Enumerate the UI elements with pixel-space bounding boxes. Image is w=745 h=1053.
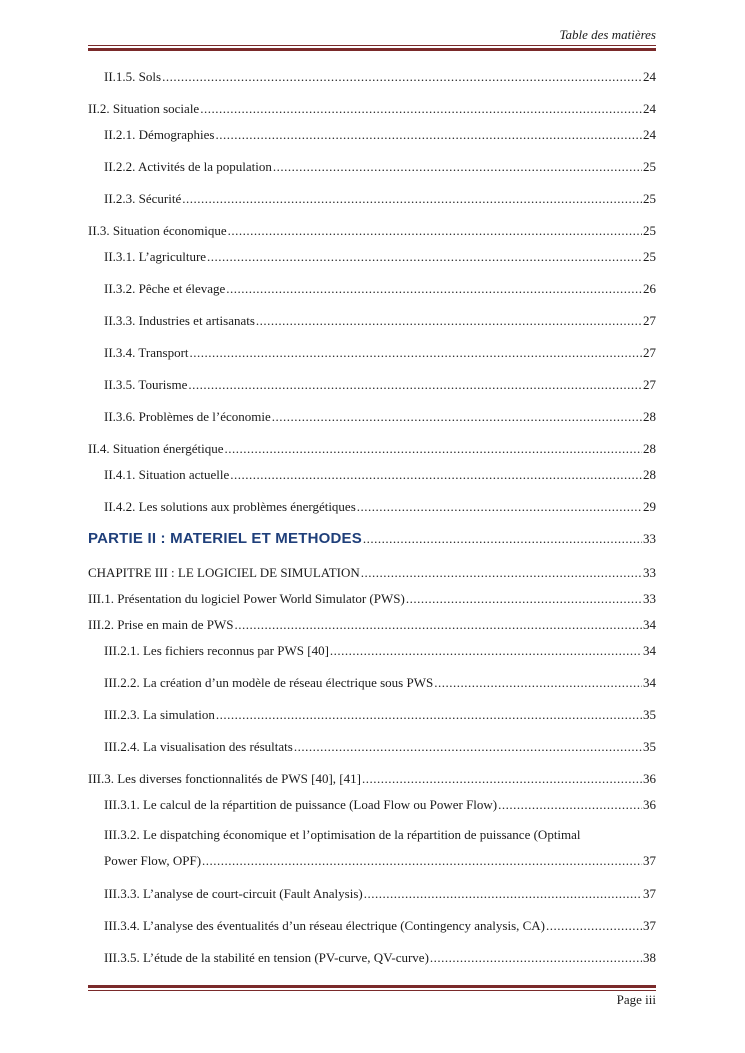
dot-leader bbox=[434, 675, 642, 691]
toc-entry[interactable] bbox=[104, 191, 656, 207]
toc-entry-page: 28 bbox=[643, 441, 656, 456]
toc-entry-label: II.2. Situation sociale bbox=[88, 101, 200, 116]
toc-entry-label: II.1.5. Sols bbox=[104, 69, 162, 84]
dot-leader bbox=[215, 127, 642, 143]
dot-leader bbox=[272, 409, 642, 425]
toc-entry-label: CHAPITRE III : LE LOGICIEL DE SIMULATION bbox=[88, 565, 360, 580]
toc-entry-page: 34 bbox=[643, 675, 656, 690]
toc-entry-page: 33 bbox=[643, 591, 656, 606]
toc-entry-page: 24 bbox=[643, 69, 656, 84]
toc-entry-label: III.2.4. La visualisation des résultats bbox=[104, 739, 293, 754]
toc-entry-label: II.3.1. L’agriculture bbox=[104, 249, 207, 264]
toc-entry-page: 33 bbox=[643, 531, 656, 546]
toc-entry[interactable] bbox=[104, 499, 656, 515]
dot-leader bbox=[190, 345, 642, 361]
toc-entry-page: 25 bbox=[643, 191, 656, 206]
toc-entry[interactable] bbox=[104, 886, 656, 902]
toc-entry-page: 35 bbox=[643, 707, 656, 722]
dot-leader bbox=[362, 771, 642, 787]
toc-entry-page: 34 bbox=[643, 617, 656, 632]
toc-entry-label: III.2. Prise en main de PWS bbox=[88, 617, 234, 632]
toc-entry-label: II.3.3. Industries et artisanats bbox=[104, 313, 255, 328]
page-number: Page iii bbox=[616, 992, 656, 1007]
toc-entry-label: III.2.1. Les fichiers reconnus par PWS [40] bbox=[104, 643, 329, 658]
toc-entry-label: III.3. Les diverses fonctionnalités de PWS [40], [41] bbox=[88, 771, 361, 786]
dot-leader bbox=[182, 191, 642, 207]
toc-entry-multiline[interactable] bbox=[104, 822, 656, 874]
toc-entry[interactable] bbox=[88, 617, 656, 633]
toc-entry-label: III.3.3. L’analyse de court-circuit (Fault Analysis) bbox=[104, 886, 363, 901]
toc-entry-label: II.3.5. Tourisme bbox=[104, 377, 188, 392]
toc-entry[interactable] bbox=[88, 441, 656, 457]
toc-entry-label: III.2.3. La simulation bbox=[104, 707, 215, 722]
toc-entry-page: 25 bbox=[643, 223, 656, 238]
toc-entry-page: 26 bbox=[643, 281, 656, 296]
toc-entry-page: 35 bbox=[643, 739, 656, 754]
toc-entry[interactable] bbox=[104, 950, 656, 966]
toc-entry-page: 36 bbox=[643, 797, 656, 812]
toc-entry[interactable] bbox=[104, 249, 656, 265]
dot-leader bbox=[200, 101, 642, 117]
toc-entry[interactable] bbox=[104, 739, 656, 755]
dot-leader bbox=[207, 249, 642, 265]
dot-leader bbox=[188, 377, 642, 393]
toc-entry-page: 27 bbox=[643, 345, 656, 360]
toc-entry[interactable] bbox=[104, 797, 656, 813]
toc-entry[interactable] bbox=[88, 101, 656, 117]
toc-entry-page: 27 bbox=[643, 313, 656, 328]
toc-entry-page: 28 bbox=[643, 467, 656, 482]
toc-entry-page: 33 bbox=[643, 565, 656, 580]
dot-leader bbox=[406, 591, 642, 607]
toc-entry[interactable] bbox=[104, 377, 656, 393]
dot-leader bbox=[546, 918, 642, 934]
toc-part-label: PARTIE II : MATERIEL ET METHODES bbox=[88, 530, 362, 547]
toc-entry-page: 37 bbox=[643, 918, 656, 933]
page-header-title: Table des matières bbox=[559, 27, 656, 42]
toc-entry-page: 24 bbox=[643, 127, 656, 142]
toc-entry[interactable] bbox=[104, 467, 656, 483]
toc-entry[interactable] bbox=[104, 313, 656, 329]
dot-leader bbox=[225, 441, 642, 457]
toc-entry[interactable] bbox=[104, 281, 656, 297]
dot-leader bbox=[202, 848, 642, 874]
toc-entry[interactable] bbox=[104, 675, 656, 691]
dot-leader bbox=[162, 69, 642, 85]
toc-entry[interactable] bbox=[104, 127, 656, 143]
dot-leader bbox=[230, 467, 642, 483]
toc-entry-label: III.3.4. L’analyse des éventualités d’un réseau électrique (Contingency analysis, CA) bbox=[104, 918, 546, 933]
toc-entry-label: III.1. Présentation du logiciel Power World Simulator (PWS) bbox=[88, 591, 405, 606]
toc-entry-label: II.2.2. Activités de la population bbox=[104, 159, 272, 174]
dot-leader bbox=[294, 739, 642, 755]
toc-entry-label: III.3.5. L’étude de la stabilité en tension (PV-curve, QV-curve) bbox=[104, 950, 429, 965]
toc-entry[interactable] bbox=[104, 69, 656, 85]
dot-leader bbox=[330, 643, 642, 659]
header-divider bbox=[88, 45, 656, 51]
dot-leader bbox=[498, 797, 642, 813]
toc-entry-page: 27 bbox=[643, 377, 656, 392]
dot-leader bbox=[256, 313, 642, 329]
toc-entry[interactable] bbox=[104, 707, 656, 723]
dot-leader bbox=[364, 886, 642, 902]
toc-entry-page: 38 bbox=[643, 950, 656, 965]
toc-entry-label: II.4.2. Les solutions aux problèmes énergétiques bbox=[104, 499, 356, 514]
toc-entry-page: 28 bbox=[643, 409, 656, 424]
dot-leader bbox=[228, 223, 642, 239]
toc-entry[interactable] bbox=[104, 159, 656, 175]
dot-leader bbox=[216, 707, 642, 723]
toc-entry-part[interactable] bbox=[88, 531, 656, 547]
toc-entry-label: II.2.1. Démographies bbox=[104, 127, 215, 142]
dot-leader bbox=[430, 950, 642, 966]
toc-entry-page: 37 bbox=[643, 886, 656, 901]
toc-entry-label: II.3.2. Pêche et élevage bbox=[104, 281, 226, 296]
toc-entry[interactable] bbox=[88, 591, 656, 607]
toc-entry-label: II.3.4. Transport bbox=[104, 345, 189, 360]
toc-entry-page: 24 bbox=[643, 101, 656, 116]
toc-entry[interactable] bbox=[88, 223, 656, 239]
toc-entry-label: II.4. Situation énergétique bbox=[88, 441, 224, 456]
dot-leader bbox=[273, 159, 642, 175]
toc-entry[interactable] bbox=[88, 565, 656, 581]
toc-entry-label-line2: Power Flow, OPF) bbox=[104, 853, 202, 868]
dot-leader bbox=[226, 281, 642, 297]
dot-leader bbox=[357, 499, 642, 515]
toc-entry-page: 34 bbox=[643, 643, 656, 658]
toc-entry-page: 25 bbox=[643, 159, 656, 174]
toc-entry-label-line1: III.3.2. Le dispatching économique et l’optimisation de la répartition de puissance (Optimal bbox=[104, 827, 581, 842]
toc-entry-page: 25 bbox=[643, 249, 656, 264]
dot-leader bbox=[361, 565, 642, 581]
toc-entry-label: II.3.6. Problèmes de l’économie bbox=[104, 409, 271, 424]
toc-entry-label: III.3.1. Le calcul de la répartition de puissance (Load Flow ou Power Flow) bbox=[104, 797, 498, 812]
toc-entry[interactable] bbox=[104, 409, 656, 425]
toc-entry[interactable] bbox=[104, 643, 656, 659]
toc-entry[interactable] bbox=[88, 771, 656, 787]
toc-entry[interactable] bbox=[104, 918, 656, 934]
toc-entry-label: II.2.3. Sécurité bbox=[104, 191, 182, 206]
toc-entry-label: II.3. Situation économique bbox=[88, 223, 227, 238]
toc-entry-page: 36 bbox=[643, 771, 656, 786]
footer-divider bbox=[88, 985, 656, 991]
toc-entry-page: 37 bbox=[643, 853, 656, 868]
toc-entry-label: III.2.2. La création d’un modèle de réseau électrique sous PWS bbox=[104, 675, 434, 690]
toc-entry-page: 29 bbox=[643, 499, 656, 514]
dot-leader bbox=[363, 531, 642, 547]
toc-entry-label: II.4.1. Situation actuelle bbox=[104, 467, 230, 482]
dot-leader bbox=[235, 617, 642, 633]
toc-entry[interactable] bbox=[104, 345, 656, 361]
